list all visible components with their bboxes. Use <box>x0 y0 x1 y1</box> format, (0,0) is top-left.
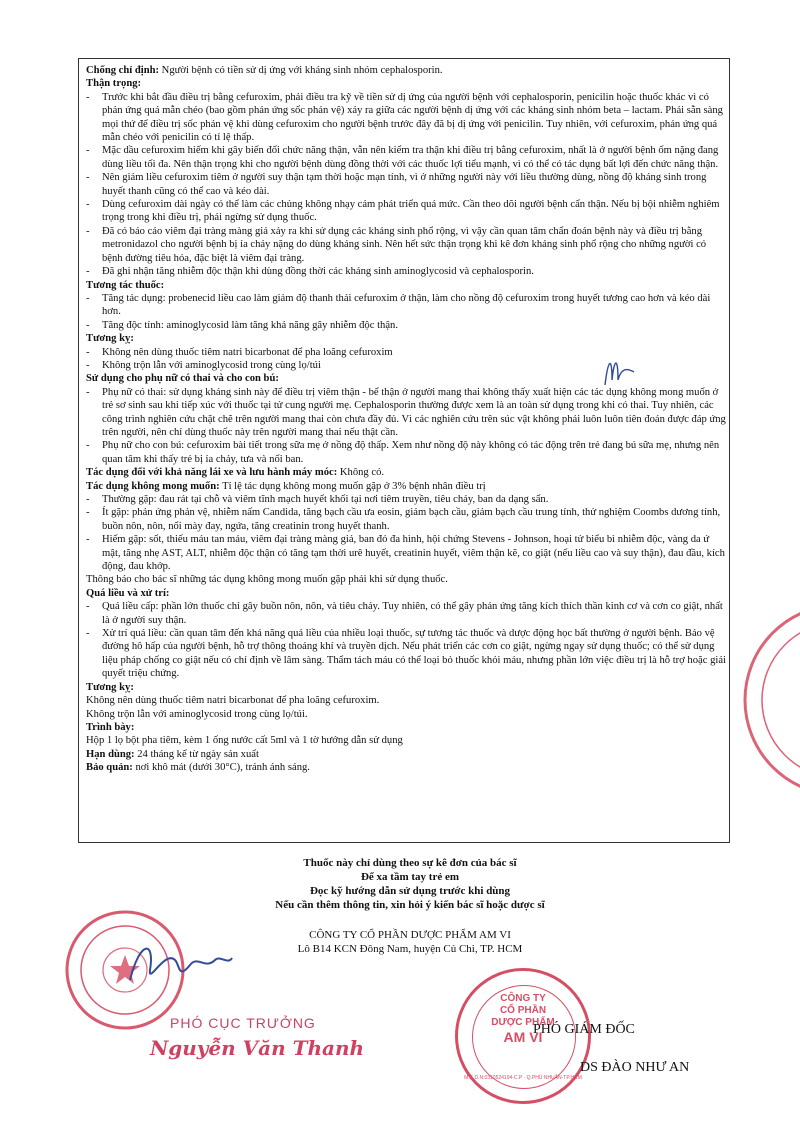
notice-line: Để xa tầm tay trẻ em <box>360 871 460 883</box>
company-seal: CÔNG TY CỔ PHẦN DƯỢC PHẨM AM VI M.S.D.N:0310524194-C.P · Q.PHÚ NHUẬN-TP.HCM <box>455 968 591 1104</box>
list-item: - Không nên dùng thuốc tiêm natri bicarbonat để pha loãng cefuroxim <box>86 346 726 359</box>
list-item: - Xử trí quá liều: cần quan tâm đến khả năng quá liều của nhiều loại thuốc, sự tương tác thuốc và dược động học bất thường ở người bệnh. Bảo vệ đường hô hấp của người bệnh, hỗ trợ thông thoáng khí và truyền dịch. Nếu phát triển các cơn co giật, ngừng ngay sử dụng thuốc; có thể sử dụng liệu pháp chống co giật nếu có chỉ định về lâm sàng. Thẩm tách máu có thể loại bỏ thuốc khỏi máu, nhưng phần lớn việc điều trị là hỗ trợ hoặc giải quyết triệu chứng. <box>86 627 726 681</box>
right-signatory-title: PHÓ GIÁM ĐỐC <box>533 1022 635 1037</box>
right-signatory-name: DS ĐÀO NHƯ AN <box>580 1060 690 1075</box>
incompatibility-line: Không nên dùng thuốc tiêm natri bicarbonat để pha loãng cefuroxim. <box>86 695 380 707</box>
section-title-incompatibility: Tương kỵ: <box>86 333 134 345</box>
company-address: Lô B14 KCN Đông Nam, huyện Củ Chi, TP. HCM <box>297 943 523 955</box>
section-title-pregnancy: Sử dụng cho phụ nữ có thai và cho con bú: <box>86 373 279 385</box>
section-title-caution: Thận trọng: <box>86 78 142 90</box>
section-title-overdose: Quá liều và xử trí: <box>86 587 170 599</box>
presentation-text: Hộp 1 lọ bột pha tiêm, kèm 1 ống nước cất 5ml và 1 tờ hướng dẫn sử dụng <box>86 735 403 747</box>
section-title-interaction: Tương tác thuốc: <box>86 279 165 291</box>
notice-line: Thuốc này chỉ dùng theo sự kê đơn của bác sĩ <box>303 857 517 869</box>
list-item: - Nên giảm liều cefuroxim tiêm ở người suy thận tạm thời hoặc mạn tính, vì ở những người này với liều thường dùng, nồng độ kháng sinh trong huyết thanh cũng có thể cao và kéo dài. <box>86 171 726 198</box>
notice-line: Đọc kỹ hướng dẫn sử dụng trước khi dùng <box>309 885 511 897</box>
storage: Bảo quản: nơi khô mát (dưới 30°C), tránh ánh sáng. <box>86 762 310 774</box>
list-item: - Phụ nữ có thai: sử dụng kháng sinh này để điều trị viêm thận - bể thận ở người mang thai không thấy xuất hiện các tác dụng không mong muốn ở trẻ sơ sinh sau khi tiếp xúc với thuốc tại tử cung người mẹ. Cephalosporin thường được xem là an toàn sử dụng trong khi có thai. Tuy nhiên, các công trình nghiên cứu chặt chẽ trên người mang thai còn chưa đầy đủ. Vì các nghiên cứu trên súc vật không phải luôn luôn tiên đoán được đáp ứng trên người, nên chỉ dùng thuốc này trên người mang thai nếu thật cần. <box>86 386 726 440</box>
caution-list <box>86 91 726 279</box>
driving-effect: Tác dụng đối với khả năng lái xe và lưu hành máy móc: Không có. <box>86 467 385 479</box>
pregnancy-list <box>86 386 726 466</box>
edge-seal <box>730 590 800 810</box>
list-item: - Tăng tác dụng: probenecid liều cao làm giảm độ thanh thải cefuroxim ở thận, làm cho nồng độ cefuroxim trong huyết tương cao hơn và kéo dài hơn. <box>86 292 726 319</box>
prescription-notices <box>220 856 600 912</box>
company-info <box>220 928 600 956</box>
list-item: - Phụ nữ cho con bú: cefuroxim bài tiết trong sữa mẹ ở nồng độ thấp. Xem như nồng độ này không có tác động trên trẻ đang bú sữa mẹ, nhưng nên quan tâm khi thấy trẻ bị ỉa chảy, tưa và nổi ban. <box>86 439 726 466</box>
list-item: - Dùng cefuroxim dài ngày có thể làm các chủng không nhạy cảm phát triển quá mức. Cần theo dõi người bệnh cẩn thận. Nếu bị bội nhiễm nghiêm trọng trong khi điều trị, phải ngừng sử dụng thuốc. <box>86 198 726 225</box>
signature-small <box>600 350 640 390</box>
expiry: Hạn dùng: 24 tháng kể từ ngày sản xuất <box>86 748 259 760</box>
list-item: - Mặc dầu cefuroxim hiếm khi gây biến đổi chức năng thận, vẫn nên kiểm tra thận khi điều trị bằng cefuroxim, nhất là ở người bệnh ốm nặng đang dùng liều tối đa. Nên thận trọng khi cho người bệnh dùng đồng thời với các thuốc lợi tiểu mạnh, vì có thể có tác dụng bất lợi đến chức năng thận. <box>86 144 726 171</box>
list-item: - Hiếm gặp: sốt, thiếu máu tan máu, viêm đại tràng màng giả, ban đỏ đa hình, hội chứng Stevens - Johnson, hoại tử biểu bì nhiễm độc, vàng da ứ mật, tăng nhẹ AST, ALT, nhiễm độc thận có tăng tạm thời urê huyết, creatinin huyết, viêm thận kẽ, co giật (nếu liều cao và suy thận), đau đầu, kích động, đau khớp. <box>86 533 726 573</box>
adverse-note: Thông báo cho bác sĩ những tác dụng không mong muốn gặp phải khi sử dụng thuốc. <box>86 574 448 586</box>
list-item: - Đã có báo cáo viêm đại tràng màng giả xảy ra khi sử dụng các kháng sinh phổ rộng, vì vậy cần quan tâm chẩn đoán bệnh này và điều trị bằng metronidazol cho người bệnh bị ỉa chảy nặng do dùng kháng sinh. Nên hết sức thận trọng khi kê đơn kháng sinh phổ rộng cho những người có bệnh đường tiêu hóa, đặc biệt là viêm đại tràng. <box>86 225 726 265</box>
section-title-presentation: Trình bày: <box>86 721 135 733</box>
notice-line: Nếu cần thêm thông tin, xin hỏi ý kiến bác sĩ hoặc dược sĩ <box>275 899 545 911</box>
signature-left <box>120 930 240 1000</box>
section-title-incompatibility-2: Tương kỵ: <box>86 681 134 693</box>
list-item: - Quá liều cấp: phần lớn thuốc chỉ gây buồn nôn, nôn, và tiêu chảy. Tuy nhiên, có thể gây phản ứng tăng kích thích thần kinh cơ và cơn co giật, nhất là ở người suy thận. <box>86 600 726 627</box>
leaflet-content <box>86 64 726 775</box>
list-item: - Tăng độc tính: aminoglycosid làm tăng khả năng gây nhiễm độc thận. <box>86 319 726 332</box>
incompatibility-line: Không trộn lẫn với aminoglycosid trong cùng lọ/túi. <box>86 708 308 720</box>
left-signatory-title: PHÓ CỤC TRƯỞNG <box>170 1015 316 1031</box>
contraindication: Chống chỉ định: Người bệnh có tiền sử dị ứng với kháng sinh nhóm cephalosporin. <box>86 65 443 76</box>
adverse-effects: Tác dụng không mong muốn: Tỉ lệ tác dụng không mong muốn gặp ở 3% bệnh nhân điều trị <box>86 480 486 492</box>
list-item: - Không trộn lẫn với aminoglycosid trong cùng lọ/túi <box>86 359 726 372</box>
left-signatory-name: Nguyễn Văn Thanh <box>150 1036 365 1060</box>
list-item: - Ít gặp: phản ứng phản vệ, nhiễm nấm Candida, tăng bạch cầu ưa eosin, giảm bạch cầu, giảm bạch cầu trung tính, thử nghiệm Coombs dương tính, buồn nôn, nôn, nổi mày đay, ngứa, tăng creatinin trong huyết thanh. <box>86 506 726 533</box>
interaction-list <box>86 292 726 332</box>
list-item: - Đã ghi nhận tăng nhiễm độc thận khi dùng đồng thời các kháng sinh aminoglycosid và cephalosporin. <box>86 265 726 278</box>
adverse-list <box>86 493 726 573</box>
overdose-list <box>86 600 726 680</box>
list-item: - Thường gặp: đau rát tại chỗ và viêm tĩnh mạch huyết khối tại nơi tiêm truyền, tiêu chảy, ban da dạng sẩn. <box>86 493 726 506</box>
company-name: CÔNG TY CỔ PHẦN DƯỢC PHẨM AM VI <box>309 929 511 941</box>
list-item: - Trước khi bắt đầu điều trị bằng cefuroxim, phải điều tra kỹ về tiền sử dị ứng của người bệnh với cephalosporin, penicilin hoặc thuốc khác vì có phản ứng quá mẫn chéo (bao gồm phản ứng sốc phản vệ) xảy ra giữa các người bệnh dị ứng với các kháng sinh nhóm beta – lactam. Phải sẵn sàng mọi thứ để điều trị sốc phản vệ khi dùng cefuroxim cho người bệnh trước đây đã bị dị ứng với penicilin. Tuy nhiên, với cefuroxim, phản ứng quá mẫn chéo với penicilin có tỉ lệ thấp. <box>86 91 726 145</box>
